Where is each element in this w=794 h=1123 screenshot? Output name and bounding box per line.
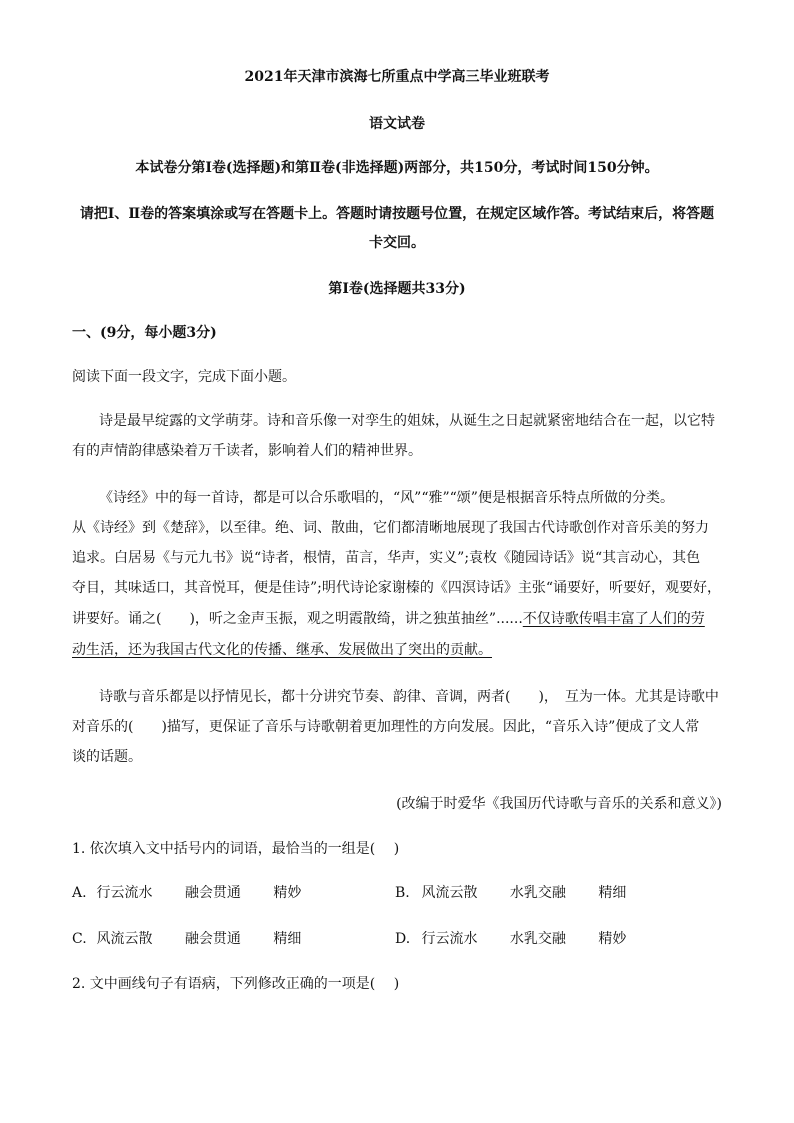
option-b xyxy=(395,882,626,902)
instruction-line-1: 请把Ⅰ、Ⅱ卷的答案填涂或写在答题卡上。答题时请按题号位置，在规定区域作答。考试结束后，将答题 xyxy=(79,206,715,222)
para2-line-2: 从《诗经》到《楚辞》，以至律。绝、词、散曲，它们都清晰地展现了我国古代诗歌创作对音乐美的努力 xyxy=(72,520,709,536)
para2-line-5-text: 讲要好。诵之( )，听之金声玉振，观之明霞散绮，讲之独茧抽丝”...... xyxy=(72,611,523,627)
option-d-label: D. xyxy=(395,931,411,947)
option-a-item-2: 融会贯通 xyxy=(184,885,241,901)
option-b-item-3: 精细 xyxy=(598,885,627,901)
para1-line-2: 有的声情韵律感染着万千读者，影响着人们的精神世界。 xyxy=(72,443,422,459)
option-a xyxy=(72,882,301,902)
option-a-label: A. xyxy=(72,885,87,901)
para2-line-5 xyxy=(72,608,705,628)
option-d-item-3: 精妙 xyxy=(598,931,627,947)
option-c xyxy=(72,928,301,948)
option-d-item-1: 行云流水 xyxy=(421,931,478,947)
question1-stem: 1. 依次填入文中括号内的词语，最恰当的一组是( ) xyxy=(72,841,400,857)
option-b-item-2: 水乳交融 xyxy=(509,885,566,901)
option-b-label: B. xyxy=(395,885,410,901)
option-d xyxy=(395,928,626,948)
subject-title: 语文试卷 xyxy=(369,116,425,132)
para3-line-1: 诗歌与音乐都是以抒情见长，都十分讲究节奏、韵律、音调，两者( )， 互为一体。尤其是诗歌中 xyxy=(99,689,719,705)
source-citation: (改编于时爱华《我国历代诗歌与音乐的关系和意义》) xyxy=(396,796,722,812)
intro-line: 本试卷分第Ⅰ卷(选择题)和第Ⅱ卷(非选择题)两部分，共150分，考试时间150分钟。 xyxy=(135,160,659,176)
instruction-line-2: 卡交回。 xyxy=(369,235,425,251)
underlined-sentence-part-b: 动生活，还为我国古代文化的传播、继承、发展做出了突出的贡献。 xyxy=(72,642,492,658)
reading-prompt: 阅读下面一段文字，完成下面小题。 xyxy=(72,369,296,385)
question2-stem: 2. 文中画线句子有语病，下列修改正确的一项是( ) xyxy=(72,976,400,992)
para3-line-2: 对音乐的( )描写，更保证了音乐与诗歌朝着更加理性的方向发展。因此，“音乐入诗”便成了文人常 xyxy=(72,719,700,735)
underlined-sentence-part-a: 不仅诗歌传唱丰富了人们的劳 xyxy=(522,611,705,627)
para2-line-1: 《诗经》中的每一首诗，都是可以合乐歌唱的，“风”“雅”“颂”便是根据音乐特点所做的分类。 xyxy=(99,490,674,506)
option-a-item-3: 精妙 xyxy=(273,885,302,901)
option-c-label: C. xyxy=(72,931,87,947)
exam-title: 2021年天津市滨海七所重点中学高三毕业班联考 xyxy=(244,69,550,85)
part1-title: 第Ⅰ卷(选择题共33分) xyxy=(328,281,466,297)
option-a-item-1: 行云流水 xyxy=(96,885,153,901)
option-c-item-1: 风流云散 xyxy=(96,931,153,947)
option-c-item-2: 融会贯通 xyxy=(184,931,241,947)
option-b-item-1: 风流云散 xyxy=(421,885,478,901)
para1-line-1: 诗是最早绽露的文学萌芽。诗和音乐像一对孪生的姐妹，从诞生之日起就紧密地结合在一起，以它特 xyxy=(99,413,715,429)
section-heading: 一、(9分，每小题3分) xyxy=(72,325,217,341)
para2-line-3: 追求。白居易《与元九书》说“诗者，根情，苗言，华声，实义”;袁枚《随园诗话》说“其言动心，其色 xyxy=(72,550,701,566)
para3-line-3: 谈的话题。 xyxy=(72,749,142,765)
option-c-item-3: 精细 xyxy=(273,931,302,947)
option-d-item-2: 水乳交融 xyxy=(509,931,566,947)
para2-line-4: 夺目，其味适口，其音悦耳，便是佳诗”;明代诗论家谢榛的《四溟诗话》主张“诵要好，听要好，观要好， xyxy=(72,580,722,596)
